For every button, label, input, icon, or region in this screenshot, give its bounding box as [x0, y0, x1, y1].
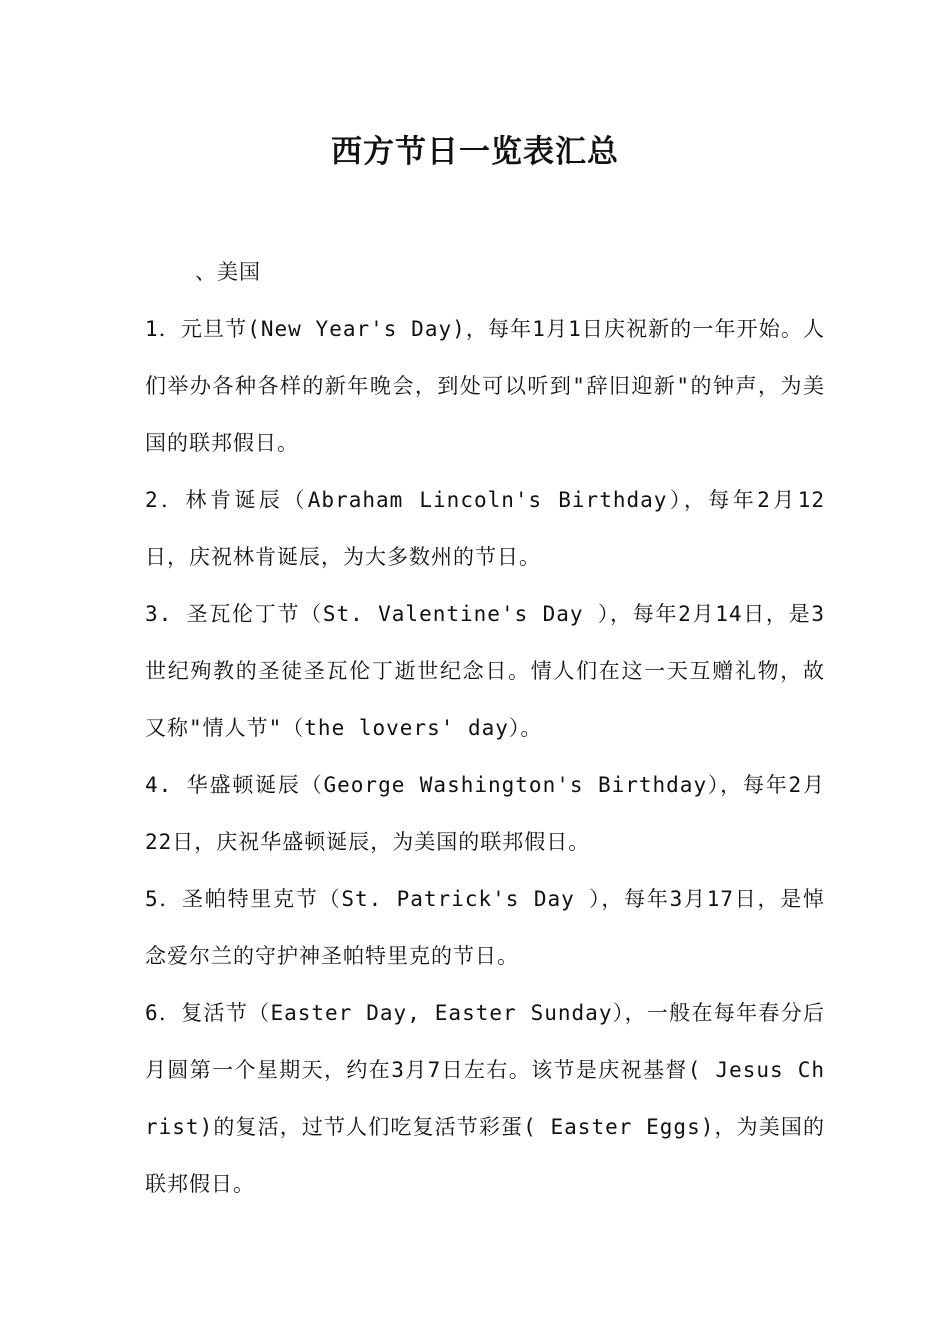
- holiday-item-lincoln-birthday: 2．林肯诞辰（Abraham Lincoln's Birthday），每年2月12日，庆祝林肯诞辰，为大多数州的节日。: [145, 488, 825, 569]
- holiday-item-easter: 6．复活节（Easter Day, Easter Sunday），一般在每年春分后月圆第一个星期天，约在3月7日左右。该节是庆祝基督( Jesus Christ)的复活，过节人们吃复活节彩蛋( Easter Eggs)，为美国的联邦假日。: [145, 1001, 825, 1196]
- document-title: 西方节日一览表汇总: [331, 134, 619, 170]
- document-body: [145, 244, 825, 1213]
- holiday-item-washington-birthday: 4. 华盛顿诞辰（George Washington's Birthday），每年2月22日，庆祝华盛顿诞辰，为美国的联邦假日。: [145, 773, 825, 854]
- holiday-item-st-patricks-day: 5．圣帕特里克节（St. Patrick's Day ），每年3月17日，是悼念爱尔兰的守护神圣帕特里克的节日。: [145, 887, 825, 968]
- holiday-item-valentines-day: 3. 圣瓦伦丁节（St. Valentine's Day ），每年2月14日，是3世纪殉教的圣徒圣瓦伦丁逝世纪念日。情人们在这一天互赠礼物，故又称"情人节"（the lovers' day）。: [145, 602, 825, 740]
- section-heading: 、美国: [195, 260, 261, 284]
- holiday-item-new-year: 1．元旦节(New Year's Day)，每年1月1日庆祝新的一年开始。人们举办各种各样的新年晚会，到处可以听到"辞旧迎新"的钟声，为美国的联邦假日。: [145, 317, 825, 455]
